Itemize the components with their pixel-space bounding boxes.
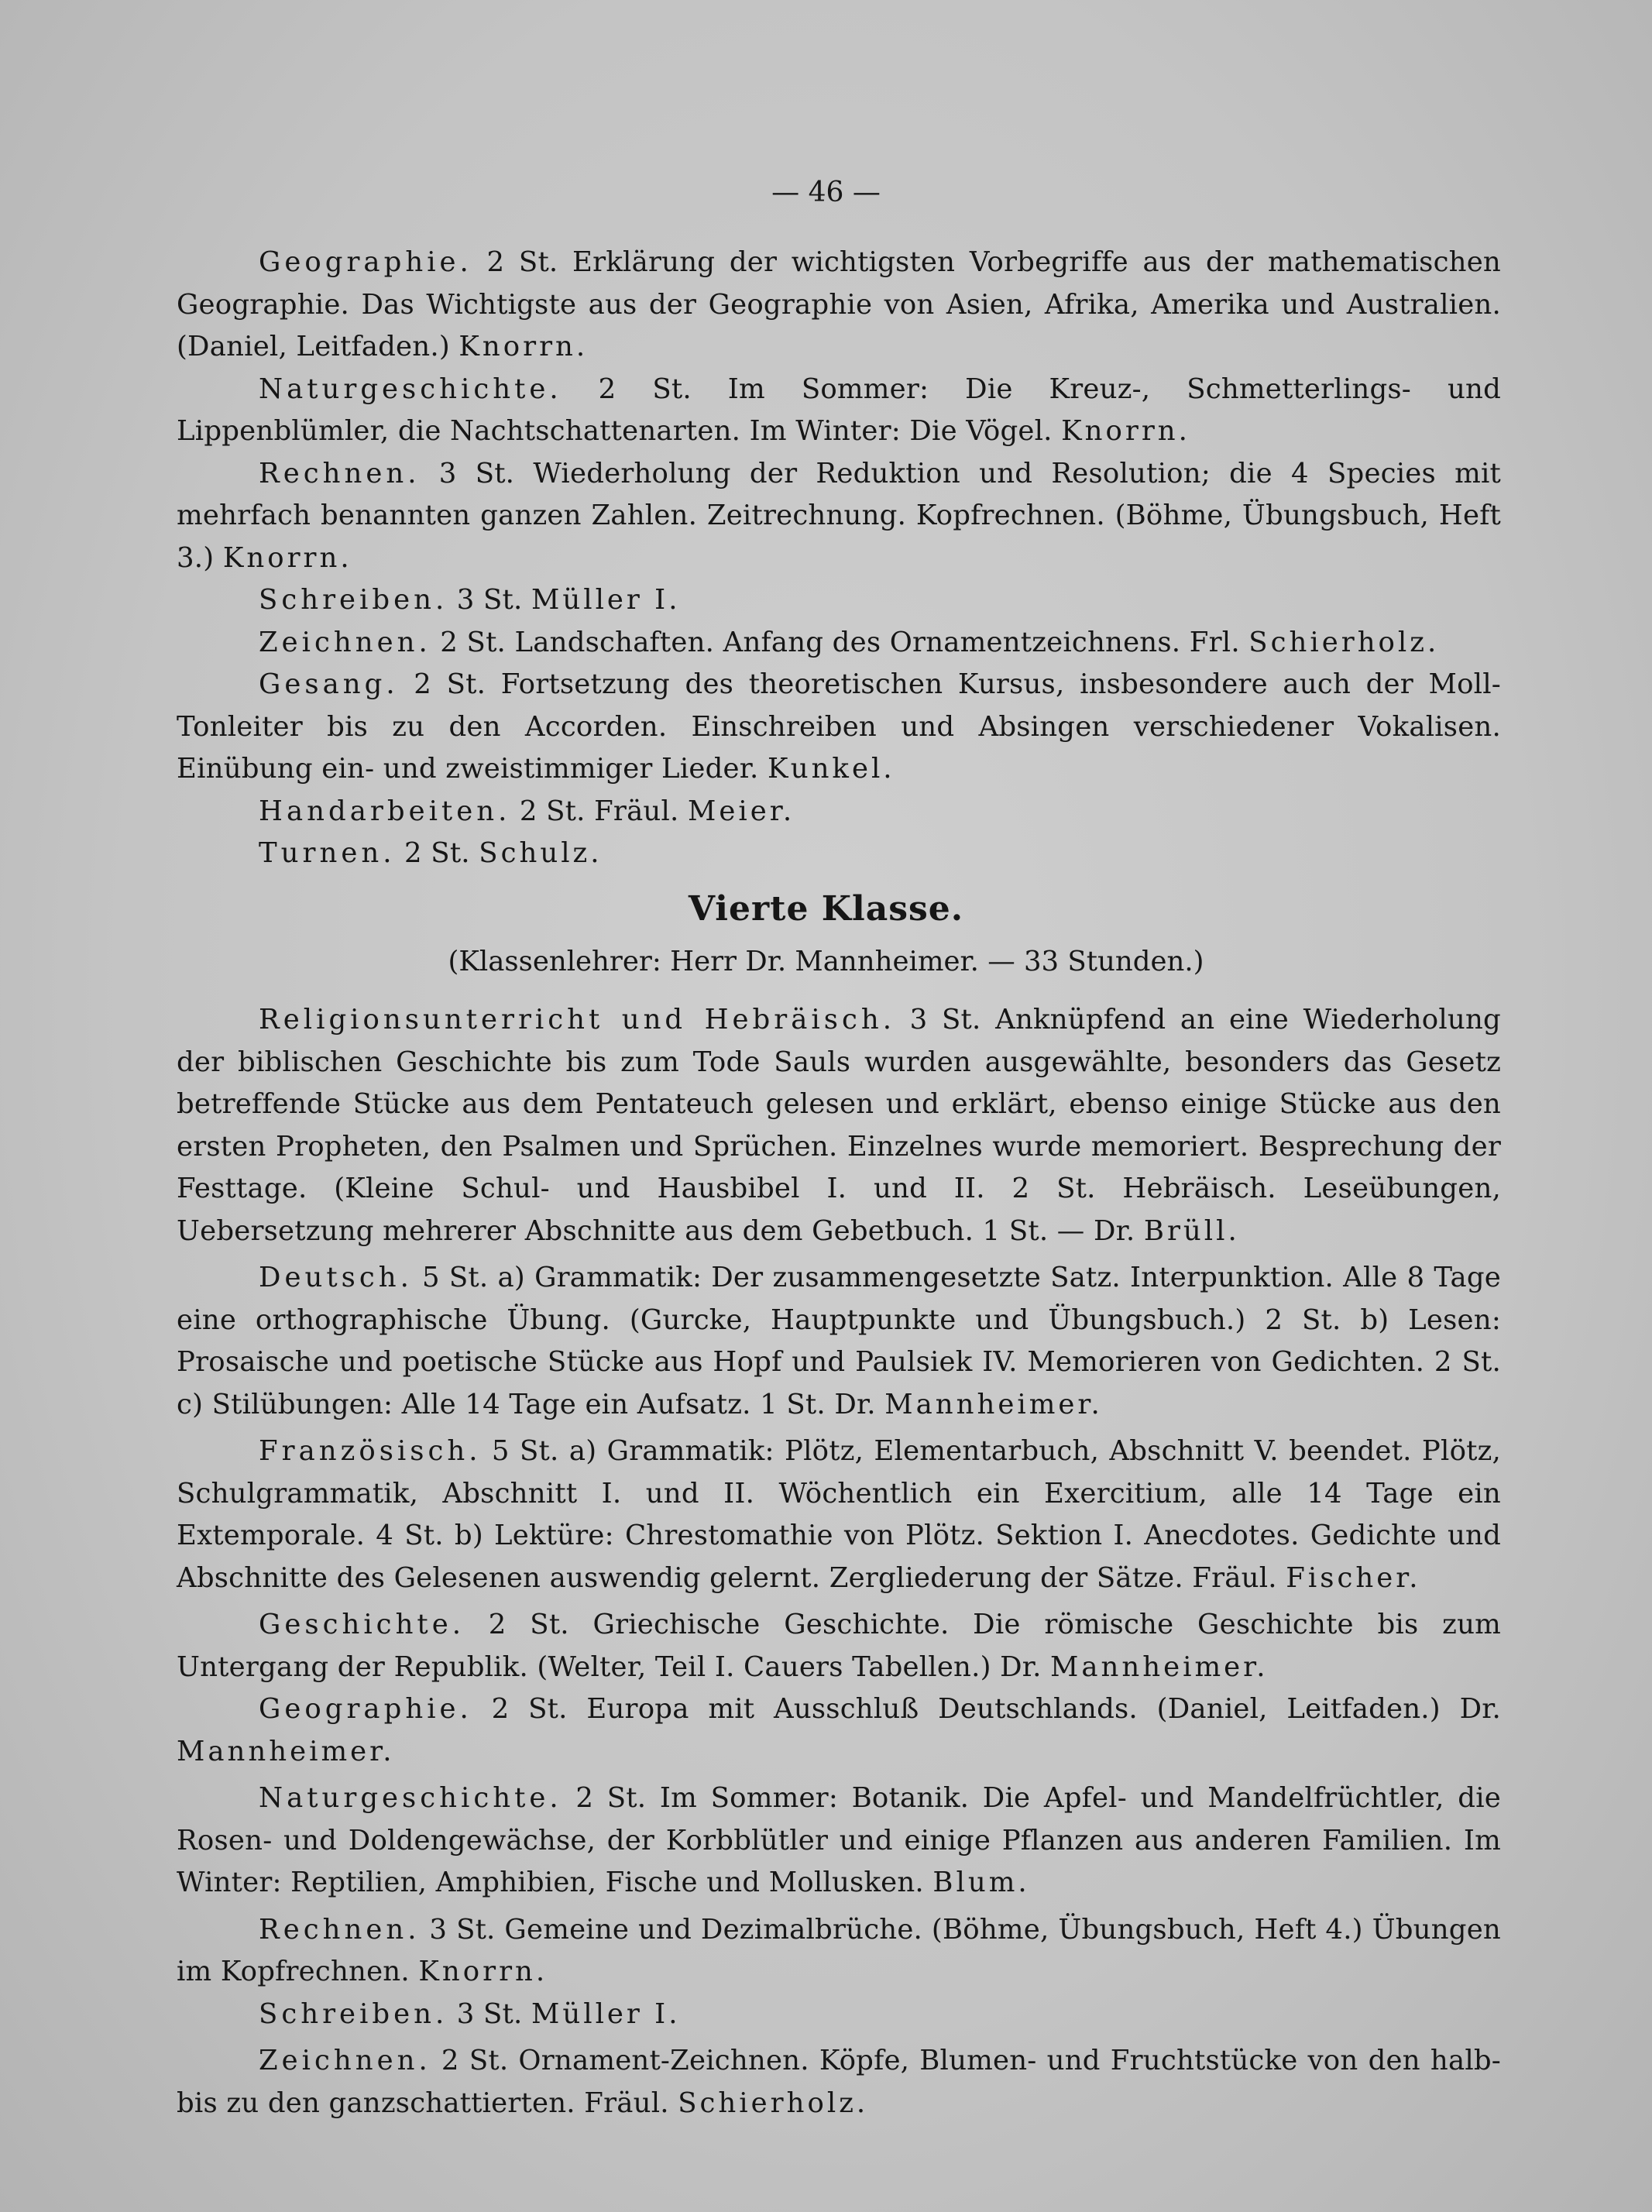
- bottom-section-block: [177, 999, 1501, 2124]
- subject-label: Rechnen.: [259, 1913, 421, 1946]
- teacher-name: Kunkel.: [767, 753, 895, 785]
- paragraph-text: 2 St. Im Sommer: Botanik. Die Apfel- und Mandelfrüchtler, die Rosen- und Doldengewächse, der Korbblütler und einige Pflanzen aus anderen Familien. Im Winter: Reptilien, Amphibien, Fische und Mollusken.: [177, 1782, 1501, 1898]
- teacher-name: Knorrn.: [459, 331, 589, 362]
- top-section-block: [177, 242, 1501, 875]
- subject-label: Französisch.: [259, 1435, 482, 1467]
- paragraph-text: 3 St. Anknüpfend an eine Wiederholung der biblischen Geschichte bis zum Tode Sauls wurden ausgewählte, besonders das Gesetz betreffende Stücke aus dem Pentateuch gelesen und erklärt, ebenso einige Stücke aus den ersten Propheten, den Psalmen und Sprüchen. Einzelnes wurde memoriert. Besprechung der Festtage. (Kleine Schul- und Hausbibel I. und II. 2 St. Hebräisch. Leseübungen, Uebersetzung mehrerer Abschnitte aus dem Gebetbuch. 1 St. — Dr.: [177, 1004, 1501, 1247]
- paragraph-text: 3 St. Gemeine und Dezimalbrüche. (Böhme, Übungsbuch, Heft 4.) Übungen im Kopfrechnen.: [177, 1913, 1501, 1987]
- paragraph-geschichte: [177, 1604, 1501, 1688]
- teacher-name: Mannheimer.: [884, 1388, 1103, 1420]
- paragraph-text: 2 St. Europa mit Ausschluß Deutschlands. (Daniel, Leitfaden.) Dr.: [472, 1693, 1501, 1725]
- subject-label: Deutsch.: [259, 1262, 413, 1293]
- paragraph-schreiben: [177, 579, 1501, 622]
- subject-label: Zeichnen.: [259, 626, 431, 658]
- paragraph-zeichnen-4: [177, 2040, 1501, 2124]
- subject-label: Zeichnen.: [259, 2045, 431, 2076]
- paragraph-naturgeschichte-4: [177, 1778, 1501, 1905]
- subject-label: Schreiben.: [259, 584, 448, 616]
- teacher-name: Knorrn.: [1061, 415, 1190, 447]
- teacher-name: Schierholz.: [1248, 626, 1440, 658]
- subject-label: Handarbeiten.: [259, 795, 511, 827]
- subject-label: Geographie.: [259, 246, 472, 278]
- page-number: — 46 —: [771, 177, 881, 208]
- teacher-name: Blum.: [932, 1867, 1030, 1898]
- paragraph-text: 5 St. a) Grammatik: Der zusammengesetzte Satz. Interpunktion. Alle 8 Tage eine orthographische Übung. (Gurcke, Hauptpunkte und Übungsbuch.) 2 St. b) Lesen: Prosaische und poetische Stücke aus Hopf und Paulsiek IV. Memorieren von Gedichten. 2 St. c) Stilübungen: Alle 14 Tage ein Aufsatz. 1 St. Dr.: [177, 1262, 1501, 1420]
- section-subheading: (Klassenlehrer: Herr Dr. Mannheimer. — 33 Stunden.): [448, 946, 1204, 977]
- teacher-name: Mannheimer.: [177, 1735, 395, 1767]
- subject-label: Gesang.: [259, 668, 399, 700]
- section-heading: Vierte Klasse.: [688, 889, 964, 929]
- paragraph-text: 5 St. a) Grammatik: Plötz, Elementarbuch, Abschnitt V. beendet. Plötz, Schulgrammatik, Abschnitt I. und II. Wöchentlich ein Exercitium, alle 14 Tage ein Extemporale. 4 St. b) Lektüre: Chrestomathie von Plötz. Sektion I. Anecdotes. Gedichte und Abschnitte des Gelesenen auswendig gelernt. Zergliederung der Sätze. Fräul.: [177, 1435, 1501, 1594]
- paragraph-text: 2 St. Ornament-Zeichnen. Köpfe, Blumen- und Fruchtstücke von den halb- bis zu den ganzschattierten. Fräul.: [177, 2045, 1501, 2119]
- teacher-name: Knorrn.: [418, 1956, 548, 1987]
- paragraph-deutsch: [177, 1257, 1501, 1426]
- subject-label: Turnen.: [259, 837, 396, 869]
- subject-label: Geschichte.: [259, 1609, 465, 1640]
- teacher-name: Brüll.: [1143, 1214, 1240, 1247]
- paragraph-rechnen-4: [177, 1909, 1501, 1994]
- teacher-name: Müller I.: [531, 584, 681, 616]
- teacher-name: Mannheimer.: [1050, 1650, 1269, 1683]
- teacher-name: Schulz.: [479, 837, 603, 869]
- paragraph-geographie: [177, 242, 1501, 369]
- paragraph-turnen: [177, 833, 1501, 875]
- paragraph-franzoesisch: [177, 1431, 1501, 1599]
- subject-label: Rechnen.: [259, 457, 421, 489]
- teacher-name: Müller I.: [531, 1997, 681, 2030]
- teacher-name: Meier.: [688, 795, 795, 827]
- paragraph-text: 3 St.: [448, 1997, 531, 2030]
- teacher-name: Knorrn.: [222, 541, 352, 574]
- paragraph-schreiben-4: [177, 1994, 1501, 2036]
- paragraph-text: 3 St.: [448, 584, 531, 616]
- paragraph-text: 2 St. Fräul.: [510, 795, 689, 827]
- paragraph-geographie-4: [177, 1688, 1501, 1773]
- subject-label: Geographie.: [259, 1693, 472, 1725]
- paragraph-text: 2 St.: [395, 837, 479, 869]
- paragraph-zeichnen: [177, 622, 1501, 665]
- paragraph-rechnen: [177, 453, 1501, 580]
- paragraph-text: 3 St. Wiederholung der Reduktion und Resolution; die 4 Species mit mehrfach benannten ganzen Zahlen. Zeitrechnung. Kopfrechnen. (Böhme, Übungsbuch, Heft 3.): [177, 457, 1501, 574]
- paragraph-text: 2 St. Im Sommer: Die Kreuz-, Schmetterlings- und Lippenblümler, die Nachtschattenarten. Im Winter: Die Vögel.: [177, 373, 1501, 447]
- paragraph-text: 2 St. Erklärung der wichtigsten Vorbegriffe aus der mathematischen Geographie. Das Wichtigste aus der Geographie von Asien, Afrika, Amerika und Australien. (Daniel, Leitfaden.): [177, 246, 1501, 362]
- subject-label: Naturgeschichte.: [259, 1782, 562, 1814]
- paragraph-gesang: [177, 664, 1501, 791]
- subject-label: Naturgeschichte.: [259, 373, 562, 405]
- teacher-name: Fischer.: [1286, 1561, 1421, 1594]
- paragraph-text: 2 St. Landschaften. Anfang des Ornamentzeichnens. Frl.: [431, 626, 1249, 658]
- paragraph-religion: [177, 999, 1501, 1252]
- paragraph-text: 2 St. Griechische Geschichte. Die römische Geschichte bis zum Untergang der Republik. (Welter, Teil I. Cauers Tabellen.) Dr.: [177, 1609, 1501, 1683]
- subject-label: Schreiben.: [259, 1997, 448, 2030]
- subject-label: Religionsunterricht und Hebräisch.: [259, 1004, 895, 1036]
- paragraph-handarbeiten: [177, 791, 1501, 833]
- paragraph-text: 2 St. Fortsetzung des theoretischen Kursus, insbesondere auch der Moll-Tonleiter bis zu den Accorden. Einschreiben und Absingen verschiedener Vokalisen. Einübung ein- und zweistimmiger Lieder.: [177, 668, 1501, 785]
- teacher-name: Schierholz.: [678, 2087, 869, 2119]
- paragraph-naturgeschichte: [177, 369, 1501, 453]
